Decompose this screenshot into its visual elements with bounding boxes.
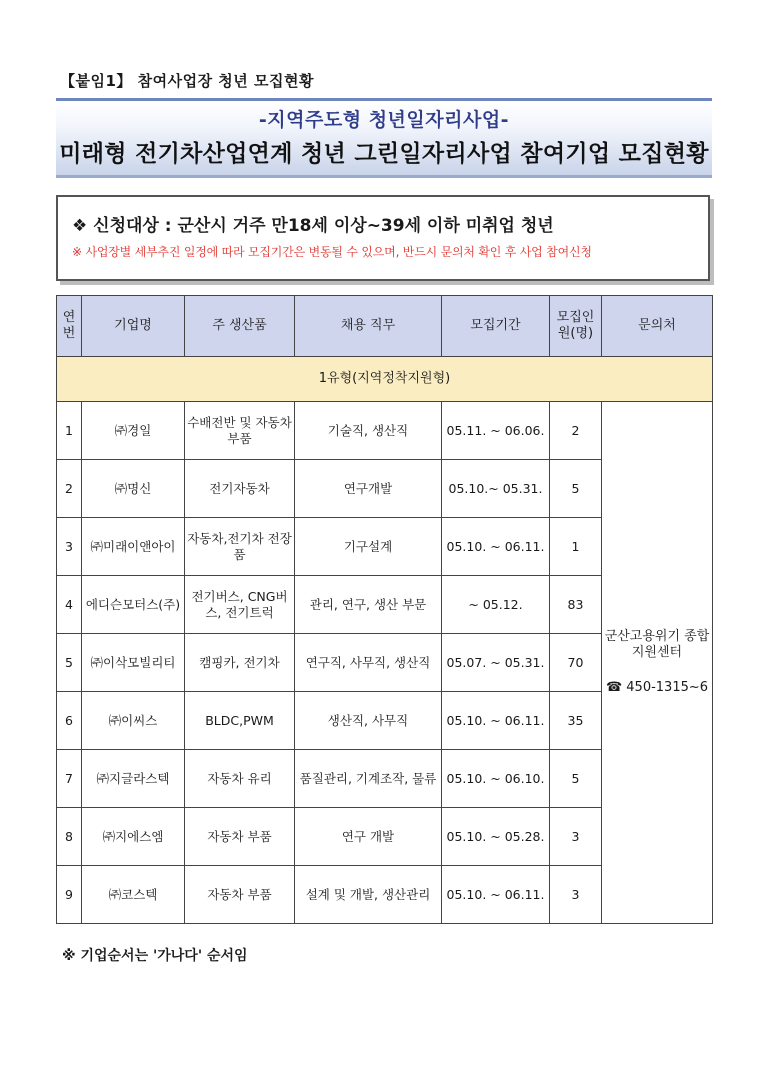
cell-period: ~ 05.12. <box>442 576 550 634</box>
header-period: 모집기간 <box>442 296 550 357</box>
cell-no: 1 <box>57 402 82 460</box>
cell-product: 수배전반 및 자동차부품 <box>185 402 295 460</box>
cell-product: 캠핑카, 전기차 <box>185 634 295 692</box>
cell-job: 생산직, 사무직 <box>295 692 442 750</box>
cell-job: 기술직, 생산직 <box>295 402 442 460</box>
cell-headcount: 3 <box>550 808 602 866</box>
cell-no: 2 <box>57 460 82 518</box>
header-product: 주 생산품 <box>185 296 295 357</box>
footnote: ※ 기업순서는 '가나다' 순서임 <box>62 948 248 964</box>
cell-period: 05.10. ~ 06.11. <box>442 692 550 750</box>
attachment-title: 【붙임1】 참여사업장 청년 모집현황 <box>60 72 314 90</box>
cell-headcount: 5 <box>550 460 602 518</box>
cell-product: 자동차 부품 <box>185 808 295 866</box>
cell-headcount: 5 <box>550 750 602 808</box>
cell-company: ㈜경일 <box>82 402 185 460</box>
cell-company: 에디슨모터스(주) <box>82 576 185 634</box>
cell-company: ㈜이삭모빌리티 <box>82 634 185 692</box>
header-contact: 문의처 <box>602 296 713 357</box>
contact-phone: ☎ 450-1315~6 <box>605 679 709 695</box>
table-row <box>57 402 713 460</box>
header-headcount: 모집인원(명) <box>550 296 602 357</box>
cell-job: 품질관리, 기계조작, 물류 <box>295 750 442 808</box>
cell-period: 05.10. ~ 06.10. <box>442 750 550 808</box>
cell-headcount: 35 <box>550 692 602 750</box>
cell-period: 05.10.~ 05.31. <box>442 460 550 518</box>
cell-period: 05.10. ~ 06.11. <box>442 518 550 576</box>
title-banner <box>56 98 712 175</box>
banner-title: 미래형 전기차산업연계 청년 그린일자리사업 참여기업 모집현황 <box>59 141 709 167</box>
cell-product: 자동차,전기차 전장품 <box>185 518 295 576</box>
cell-product: 자동차 부품 <box>185 866 295 924</box>
cell-job: 연구직, 사무직, 생산직 <box>295 634 442 692</box>
cell-headcount: 83 <box>550 576 602 634</box>
contact-org: 군산고용위기 종합지원센터 <box>604 629 710 661</box>
cell-product: 전기자동차 <box>185 460 295 518</box>
cell-job: 연구개발 <box>295 460 442 518</box>
cell-company: ㈜이씨스 <box>82 692 185 750</box>
cell-no: 6 <box>57 692 82 750</box>
cell-company: ㈜코스텍 <box>82 866 185 924</box>
recruitment-table <box>56 295 713 924</box>
cell-company: ㈜지에스엠 <box>82 808 185 866</box>
cell-no: 7 <box>57 750 82 808</box>
warning-text: ※ 사업장별 세부추진 일정에 따라 모집기간은 변동될 수 있으며, 반드시 문의처 확인 후 사업 참여신청 <box>72 245 592 259</box>
cell-no: 8 <box>57 808 82 866</box>
cell-job: 연구 개발 <box>295 808 442 866</box>
header-no: 연번 <box>57 296 82 357</box>
cell-headcount: 1 <box>550 518 602 576</box>
cell-headcount: 70 <box>550 634 602 692</box>
eligibility-text: ❖ 신청대상 : 군산시 거주 만18세 이상~39세 이하 미취업 청년 <box>72 216 554 236</box>
category-label: 1유형(지역정착지원형) <box>57 357 713 402</box>
cell-period: 05.11. ~ 06.06. <box>442 402 550 460</box>
contact-cell <box>602 402 713 924</box>
header-company: 기업명 <box>82 296 185 357</box>
category-row <box>57 357 713 402</box>
header-job: 채용 직무 <box>295 296 442 357</box>
cell-period: 05.10. ~ 05.28. <box>442 808 550 866</box>
cell-company: ㈜명신 <box>82 460 185 518</box>
cell-product: 자동차 유리 <box>185 750 295 808</box>
cell-headcount: 2 <box>550 402 602 460</box>
cell-no: 4 <box>57 576 82 634</box>
cell-period: 05.07. ~ 05.31. <box>442 634 550 692</box>
cell-headcount: 3 <box>550 866 602 924</box>
table-header-row <box>57 296 713 357</box>
cell-no: 3 <box>57 518 82 576</box>
cell-product: 전기버스, CNG버스, 전기트럭 <box>185 576 295 634</box>
eligibility-notice-box <box>56 195 710 281</box>
cell-no: 5 <box>57 634 82 692</box>
cell-product: BLDC,PWM <box>185 692 295 750</box>
cell-company: ㈜지글라스텍 <box>82 750 185 808</box>
cell-job: 기구설계 <box>295 518 442 576</box>
cell-period: 05.10. ~ 06.11. <box>442 866 550 924</box>
cell-job: 관리, 연구, 생산 부문 <box>295 576 442 634</box>
cell-no: 9 <box>57 866 82 924</box>
cell-job: 설계 및 개발, 생산관리 <box>295 866 442 924</box>
banner-subtitle: -지역주도형 청년일자리사업- <box>258 109 510 131</box>
cell-company: ㈜미래이앤아이 <box>82 518 185 576</box>
